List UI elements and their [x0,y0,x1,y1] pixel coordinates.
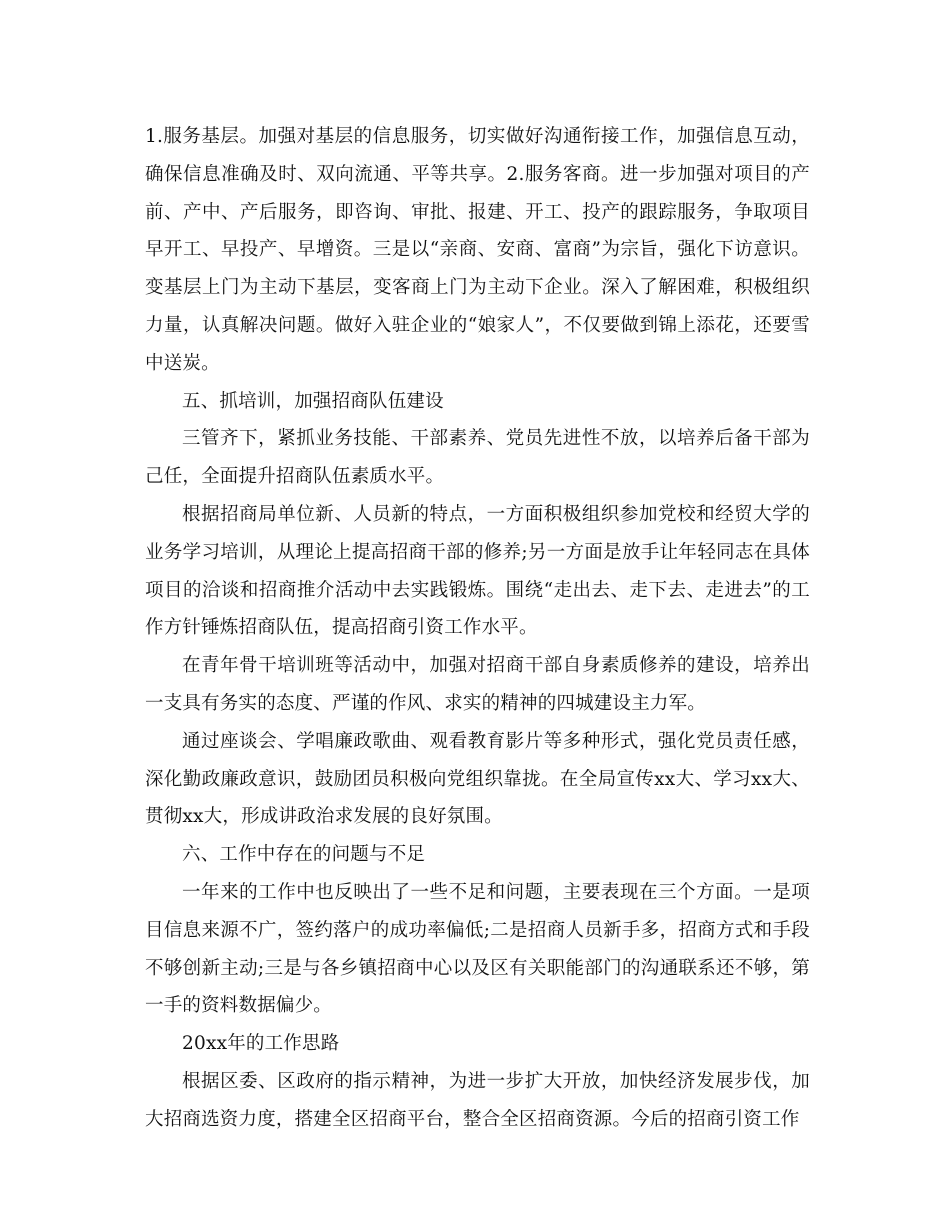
paragraph-three-measures: 三管齐下，紧抓业务技能、干部素养、党员先进性不放，以培养后备干部为己任，全面提升招商队伍素质水平。 [145,428,810,488]
paragraph-youth-training: 在青年骨干培训班等活动中，加强对招商干部自身素质修养的建设，培养出一支具有务实的态度、严谨的作风、求实的精神的四城建设主力军。 [145,655,810,714]
paragraph-work-plan: 根据区委、区政府的指示精神，为进一步扩大开放，加快经济发展步伐，加大招商选资力度，搭建全区招商平台，整合全区招商资源。今后的招商引资工作 [145,1070,810,1130]
paragraph-party-education: 通过座谈会、学唱廉政歌曲、观看教育影片等多种形式，强化党员责任感，深化勤政廉政意识，鼓励团员积极向党组织靠拢。在全局宣传xx大、学习xx大、贯彻xx大，形成讲政治求发展的良好氛围。 [145,730,810,828]
section-heading-problems: 六、工作中存在的问题与不足 [182,844,426,866]
paragraph-training-plan: 根据招商局单位新、人员新的特点，一方面积极组织参加党校和经贸大学的业务学习培训，从理论上提高招商干部的修养;另一方面是放手让年轻同志在具体项目的洽谈和招商推介活动中去实践锻炼。围绕“走出去、走下去、走进去”的工作方针锤炼招商队伍，提高招商引资工作水平。 [145,503,810,639]
section-heading-work-plan: 20xx年的工作思路 [182,1033,340,1055]
section-heading-training: 五、抓培训，加强招商队伍建设 [182,390,444,412]
paragraph-service: 1.服务基层。加强对基层的信息服务，切实做好沟通衔接工作，加强信息互动，确保信息准确及时、双向流通、平等共享。2.服务客商。进一步加强对项目的产前、产中、产后服务，即咨询、审批、报建、开工、投产的跟踪服务，争取项目早开工、早投产、早增资。三是以“亲商、安商、富商”为宗旨，强化下访意识。变基层上门为主动下基层，变客商上门为主动下企业。深入了解困难，积极组织力量，认真解决问题。做好入驻企业的“娘家人”，不仅要做到锦上添花，还要雪中送炭。 [145,126,810,374]
document-body [145,118,810,1139]
paragraph-problems: 一年来的工作中也反映出了一些不足和问题，主要表现在三个方面。一是项目信息来源不广，签约落户的成功率偏低;二是招商人员新手多，招商方式和手段不够创新主动;三是与各乡镇招商中心以及区有关职能部门的沟通联系还不够，第一手的资料数据偏少。 [145,881,810,1017]
